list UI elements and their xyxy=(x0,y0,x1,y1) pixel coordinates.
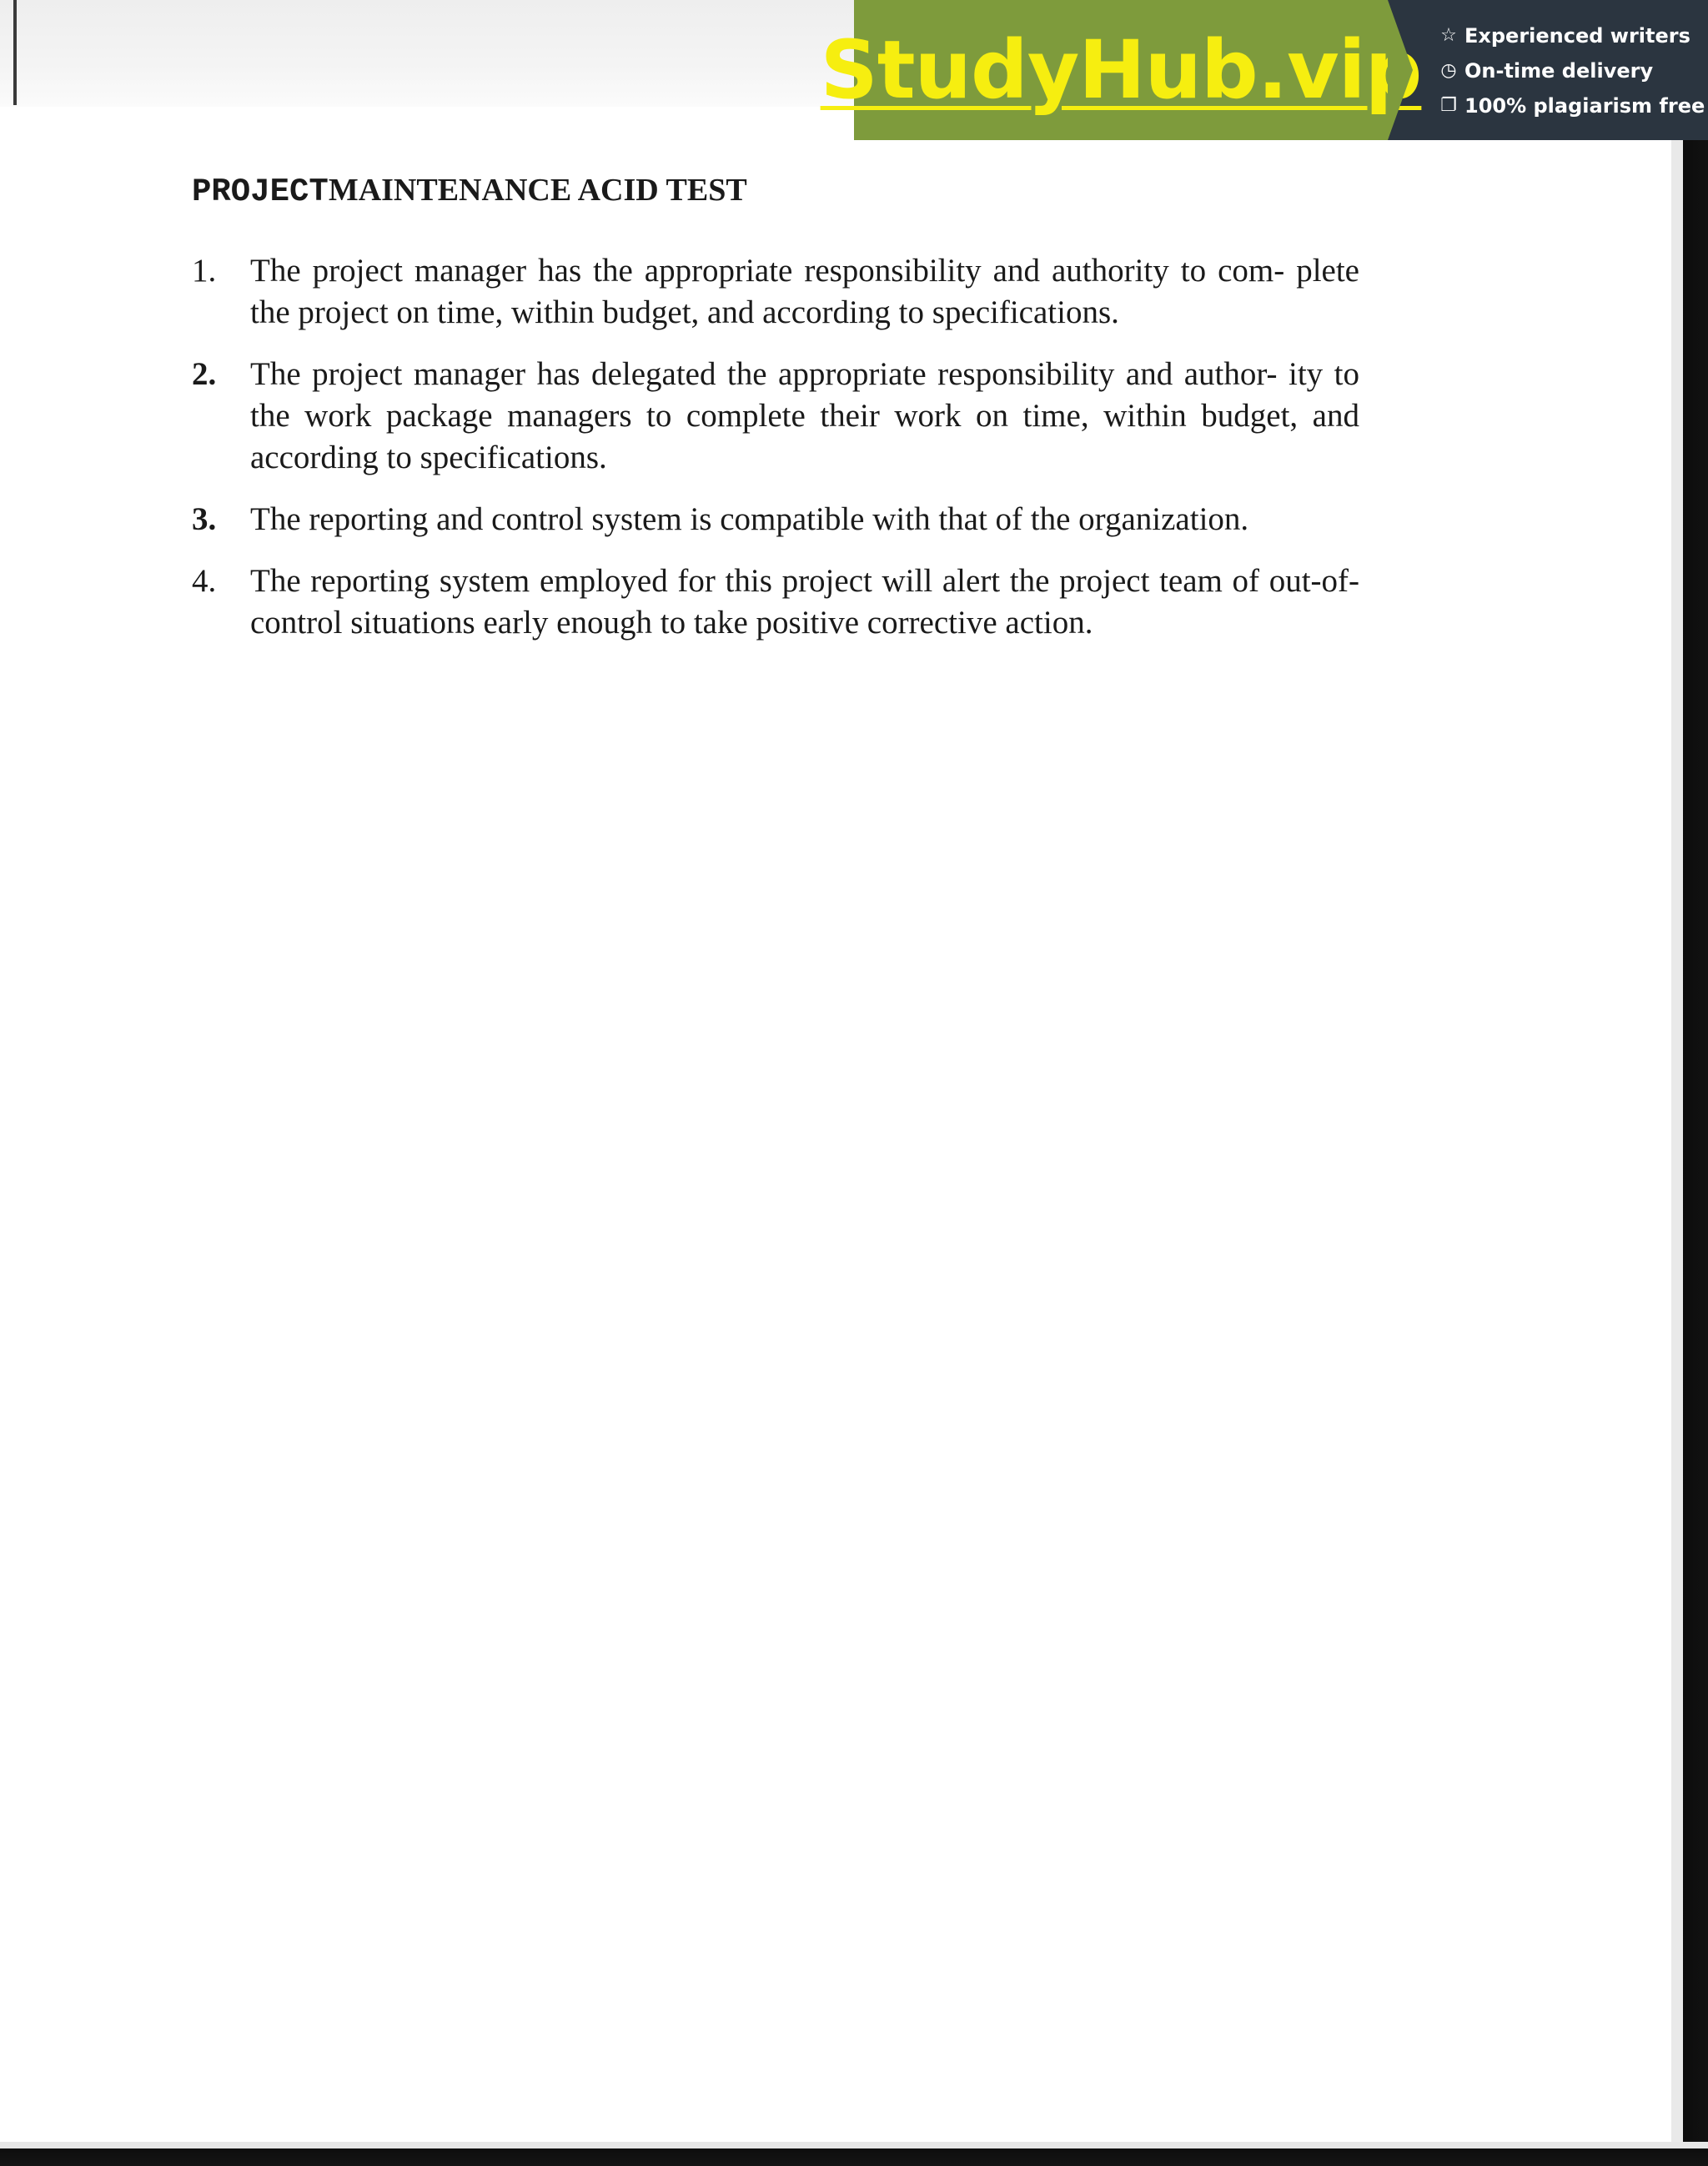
star-outline-icon: ☆ xyxy=(1440,25,1457,46)
acid-test-list xyxy=(192,250,1359,664)
feature-label: 100% plagiarism free xyxy=(1464,94,1705,118)
feature-label: Experienced writers xyxy=(1464,24,1690,48)
clock-icon: ◷ xyxy=(1440,60,1457,81)
list-item xyxy=(192,560,1359,644)
heading-part-project: PROJECT xyxy=(192,173,329,210)
list-item xyxy=(192,354,1359,479)
feature-plagiarism-free xyxy=(1439,92,1708,120)
page-edge-right xyxy=(1671,125,1708,2166)
scan-edge-line xyxy=(13,0,17,105)
list-item-text: The reporting system employed for this project will alert the project team of out-of-control situations early enough to take positive corrective action. xyxy=(250,563,1359,641)
copy-icon: ❐ xyxy=(1440,95,1457,116)
scan-artifact-top xyxy=(0,0,854,107)
list-item xyxy=(192,499,1359,540)
list-item-number: 1. xyxy=(192,253,217,289)
heading-part-title: MAINTENANCE ACID TEST xyxy=(328,173,747,208)
feature-label: On-time delivery xyxy=(1464,59,1654,83)
list-item-text: The reporting and control system is compatible with that of the organization. xyxy=(250,501,1249,537)
list-item-text: The project manager has delegated the appropriate responsibility and author- ity to the work package managers to complete their work on time, within budget, and according to specifications. xyxy=(250,356,1359,475)
feature-experienced-writers xyxy=(1439,22,1708,50)
ad-banner[interactable] xyxy=(820,0,1708,140)
list-item-number: 2. xyxy=(192,356,217,392)
list-item-number: 4. xyxy=(192,563,217,599)
banner-logo[interactable] xyxy=(820,0,1422,140)
list-item xyxy=(192,250,1359,334)
page-edge-bottom xyxy=(0,2142,1708,2166)
banner-logo-text[interactable]: StudyHub.vip xyxy=(820,23,1422,117)
list-item-text: The project manager has the appropriate responsibility and authority to com- plete the project on time, within budget, and according to specifications. xyxy=(250,253,1359,330)
list-item-number: 3. xyxy=(192,501,217,537)
feature-on-time-delivery xyxy=(1439,57,1708,85)
document-heading xyxy=(192,172,747,210)
banner-features xyxy=(1388,0,1708,140)
